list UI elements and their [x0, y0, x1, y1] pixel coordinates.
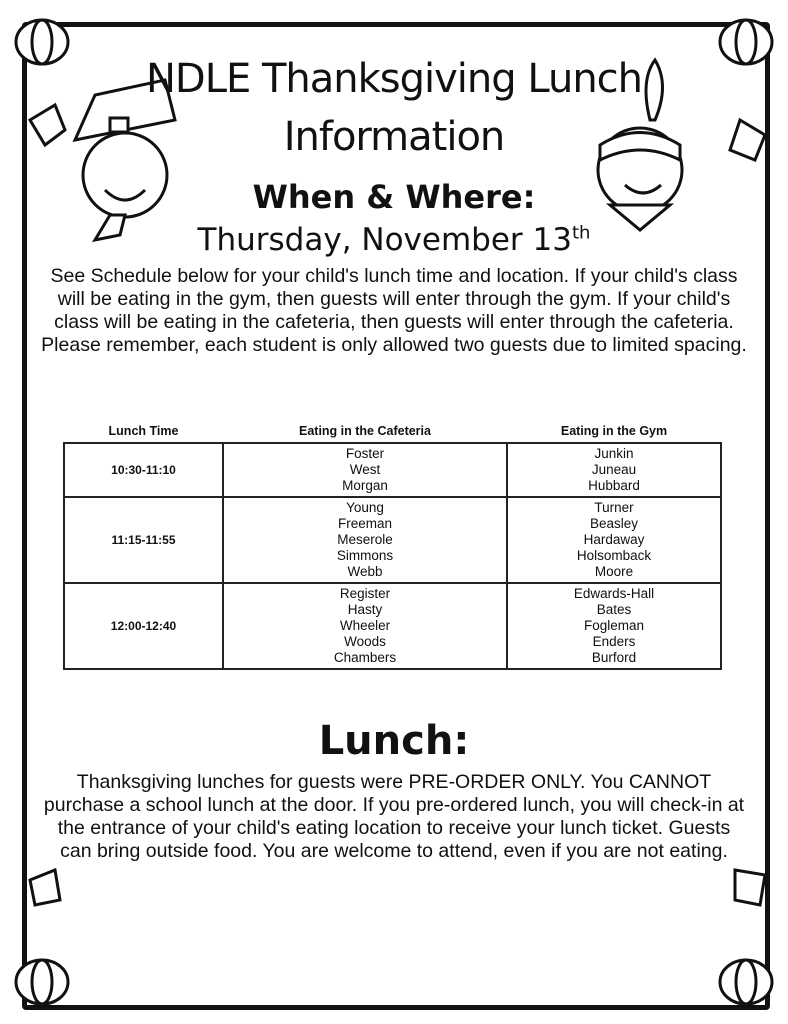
title-line-2: Information	[283, 114, 505, 160]
teacher-name: Morgan	[342, 478, 388, 493]
teacher-name: Burford	[591, 650, 637, 665]
title-line-1: NDLE Thanksgiving Lunch	[145, 56, 643, 102]
teacher-name: Wheeler	[339, 618, 391, 633]
gym-cell	[507, 443, 721, 497]
teacher-name: Hardaway	[583, 532, 645, 547]
lunch-schedule-table	[63, 420, 722, 670]
teacher-name: Holsomback	[576, 548, 652, 563]
page-title	[0, 50, 788, 166]
leaf-icon	[735, 870, 765, 905]
lunch-heading: Lunch:	[318, 718, 470, 764]
teacher-name: Enders	[592, 634, 636, 649]
teacher-name: Simmons	[336, 548, 394, 563]
event-date	[0, 222, 788, 258]
table-row	[64, 583, 721, 669]
cafeteria-cell	[223, 583, 507, 669]
cafeteria-cell	[223, 497, 507, 583]
lunch-paragraph: Thanksgiving lunches for guests were PRE-ORDER ONLY. You CANNOT purchase a school lunch at the door. If you pre-ordered lunch, you will check-in at the entrance of your child's eating location to receive your lunch ticket. Guests can bring outside food. You are welcome to attend, even if you are not eating.	[43, 771, 745, 862]
teacher-name: Woods	[344, 634, 386, 649]
leaf-icon	[30, 870, 60, 905]
gym-cell	[507, 583, 721, 669]
header-lunch-time: Lunch Time	[108, 424, 179, 438]
teacher-name: Moore	[594, 564, 634, 579]
teacher-name: Bates	[596, 602, 632, 617]
teacher-name: Hubbard	[588, 478, 640, 493]
teacher-name: Register	[339, 586, 391, 601]
teacher-name: Turner	[594, 500, 634, 515]
pumpkin-icon	[16, 960, 68, 1004]
teacher-name: Junkin	[594, 446, 634, 461]
date-suffix: th	[571, 222, 591, 244]
intro-paragraph: See Schedule below for your child's lunch time and location. If your child's class will be eating in the gym, then guests will enter through the gym. If your child's class will be eating in the cafeteria, then guests will enter through the cafeteria. Please remember, each student is only allowed two guests due to limited spacing.	[41, 265, 747, 356]
table-row	[64, 443, 721, 497]
gym-cell	[507, 497, 721, 583]
teacher-name: Edwards-Hall	[573, 586, 655, 601]
pumpkin-icon	[720, 960, 772, 1004]
lunch-time-cell: 11:15-11:55	[64, 497, 223, 583]
teacher-name: Beasley	[589, 516, 639, 531]
teacher-name: Foster	[345, 446, 385, 461]
teacher-name: West	[349, 462, 381, 477]
lunch-time-cell: 10:30-11:10	[64, 443, 223, 497]
teacher-name: Webb	[347, 564, 383, 579]
teacher-name: Meserole	[337, 532, 393, 547]
date-text: Thursday, November 13	[197, 222, 572, 258]
teacher-name: Young	[346, 500, 384, 515]
lunch-time-cell: 12:00-12:40	[64, 583, 223, 669]
header-gym: Eating in the Gym	[560, 424, 668, 438]
teacher-name: Juneau	[591, 462, 637, 477]
when-where-heading: When & Where:	[252, 178, 536, 216]
table-row	[64, 497, 721, 583]
teacher-name: Fogleman	[583, 618, 645, 633]
teacher-name: Freeman	[337, 516, 393, 531]
teacher-name: Hasty	[347, 602, 383, 617]
cafeteria-cell	[223, 443, 507, 497]
header-cafeteria: Eating in the Cafeteria	[299, 424, 431, 438]
teacher-name: Chambers	[333, 650, 397, 665]
